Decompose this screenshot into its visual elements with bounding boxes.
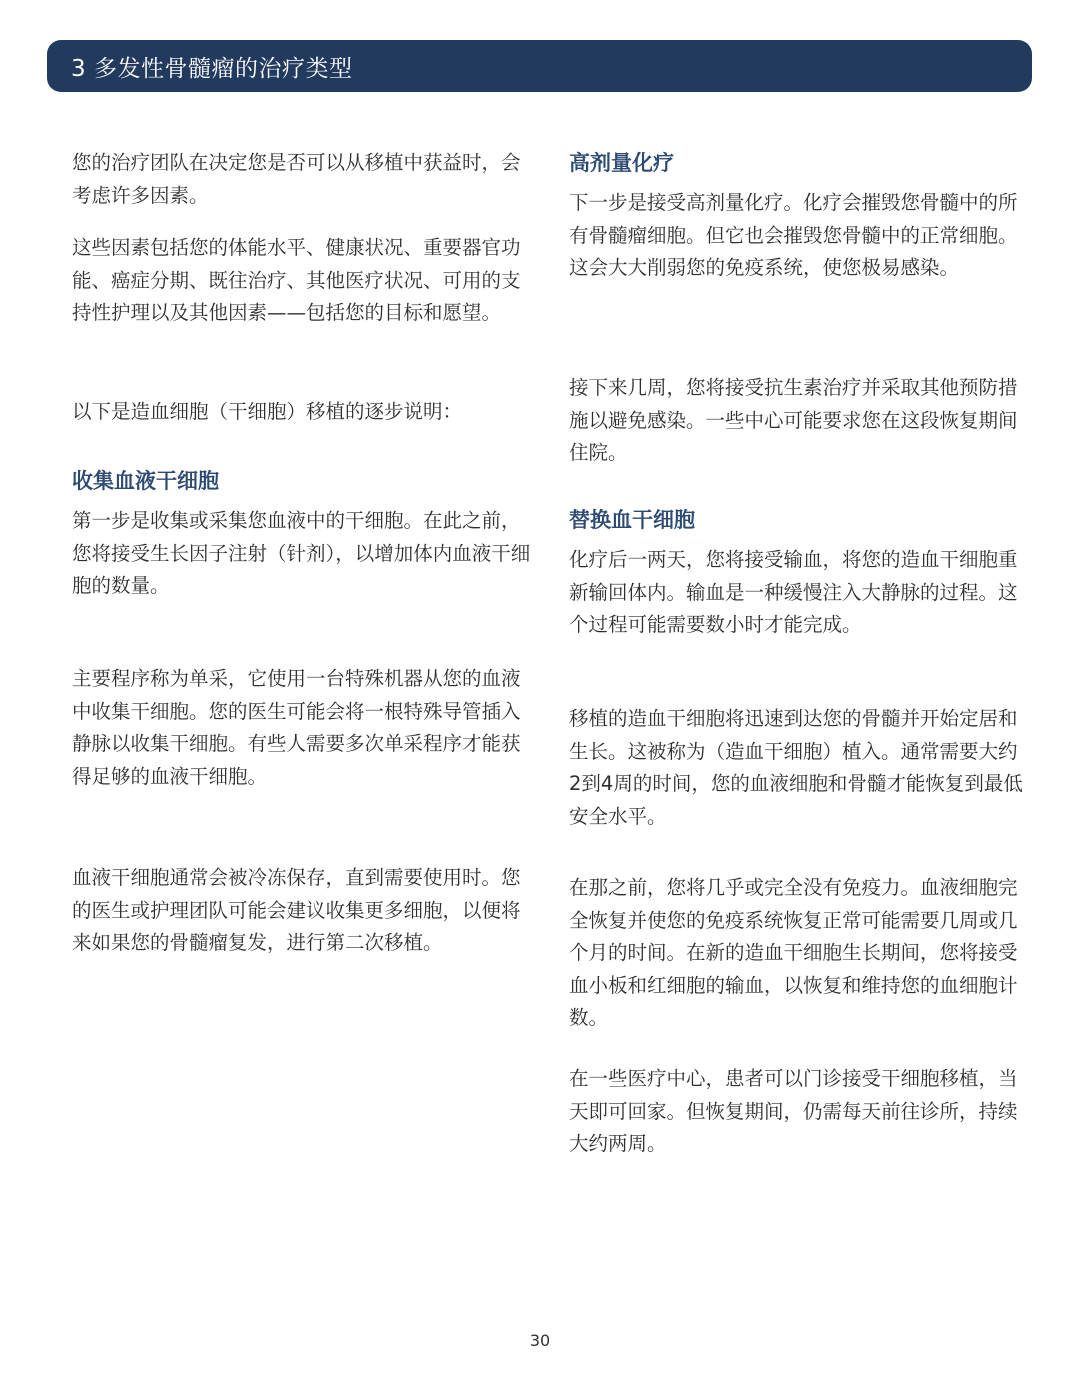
page-number: 30 xyxy=(529,1331,551,1350)
intro-paragraph: 您的治疗团队在决定您是否可以从移植中获益时，会考虑许多因素。 xyxy=(72,151,521,207)
heading-replace-stem-cells: 替换血干细胞 xyxy=(569,508,695,532)
freezing-paragraph: 血液干细胞通常会被冷冻保存，直到需要使用时。您的医生或护理团队可能会建议收集更多细胞，以便将来如果您的骨髓瘤复发，进行第二次移植。 xyxy=(72,866,521,954)
collect-paragraph: 第一步是收集或采集您血液中的干细胞。在此之前，您将接受生长因子注射（针剂），以增加体内血液干细胞的数量。 xyxy=(72,509,531,597)
outpatient-paragraph: 在一些医疗中心，患者可以门诊接受干细胞移植，当天即可回家。但恢复期间，仍需每天前往诊所，持续大约两周。 xyxy=(569,1067,1018,1155)
heading-high-dose-chemo: 高剂量化疗 xyxy=(569,151,674,175)
recovery-paragraph: 在那之前，您将几乎或完全没有免疫力。血液细胞完全恢复并使您的免疫系统恢复正常可能需要几周或几个月的时间。在新的造血干细胞生长期间，您将接受血小板和红细胞的输血，以恢复和维持您的血细胞计数。 xyxy=(569,876,1018,1029)
section-title: 3 多发性骨髓瘤的治疗类型 xyxy=(71,55,353,82)
steps-intro-paragraph: 以下是造血细胞（干细胞）移植的逐步说明： xyxy=(72,400,463,423)
heading-collect-stem-cells: 收集血液干细胞 xyxy=(72,469,219,493)
engraftment-paragraph: 移植的造血干细胞将迅速到达您的骨髓并开始定居和生长。这被称为（造血干细胞）植入。通常需要大约2到4周的时间，您的血液细胞和骨髓才能恢复到最低安全水平。 xyxy=(569,707,1023,828)
antibiotics-paragraph: 接下来几周，您将接受抗生素治疗并采取其他预防措施以避免感染。一些中心可能要求您在这段恢复期间住院。 xyxy=(569,376,1018,464)
infusion-paragraph: 化疗后一两天，您将接受输血，将您的造血干细胞重新输回体内。输血是一种缓慢注入大静脉的过程。这个过程可能需要数小时才能完成。 xyxy=(569,548,1018,636)
factors-paragraph: 这些因素包括您的体能水平、健康状况、重要器官功能、癌症分期、既往治疗、其他医疗状况、可用的支持性护理以及其他因素——包括您的目标和愿望。 xyxy=(72,236,521,324)
apheresis-paragraph: 主要程序称为单采，它使用一台特殊机器从您的血液中收集干细胞。您的医生可能会将一根特殊导管插入静脉以收集干细胞。有些人需要多次单采程序才能获得足够的血液干细胞。 xyxy=(72,667,521,788)
section-header-bar xyxy=(47,40,1032,92)
chemo-paragraph: 下一步是接受高剂量化疗。化疗会摧毁您骨髓中的所有骨髓瘤细胞。但它也会摧毁您骨髓中的正常细胞。这会大大削弱您的免疫系统，使您极易感染。 xyxy=(569,191,1018,279)
